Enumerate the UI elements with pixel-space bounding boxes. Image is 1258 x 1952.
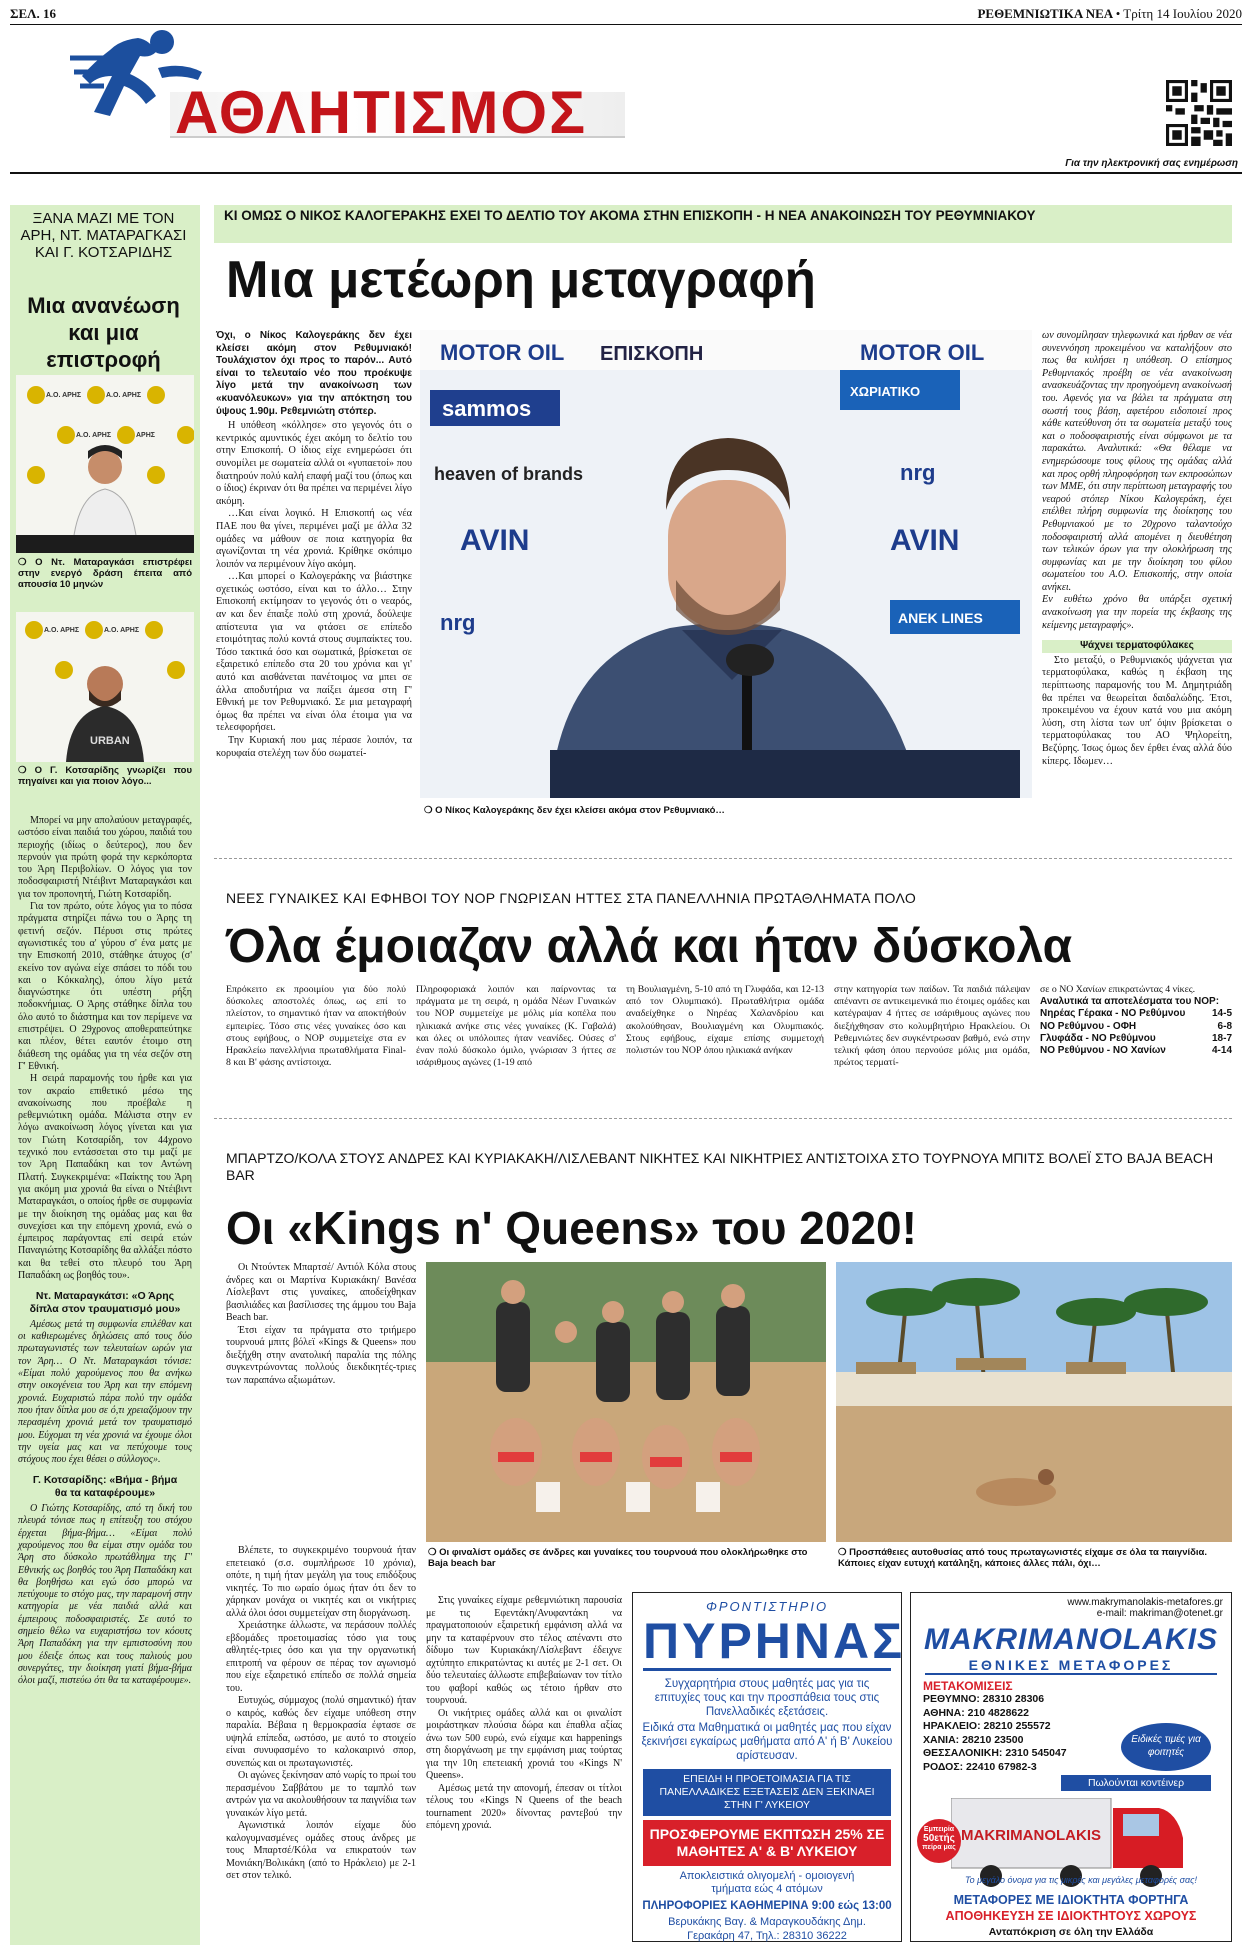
phone-city: ΡΕΘΥΜΝΟ: bbox=[923, 1693, 983, 1705]
story2-results-title: Αναλυτικά τα αποτελέσματα του ΝΟΡ: bbox=[1040, 996, 1220, 1008]
sidebar-photo-matarangasi bbox=[16, 375, 194, 553]
story3-paragraph: Στις γυναίκες είχαμε ρεθεμνιώτικη παρουσία με τις Εφεντάκη/Ανυφαντάκη να πραγματοποιούν εξαιρετική εμφάνιση αλλά να μην τα καταφέρνουν στο τέλος απέναντι στο δίδυμο των Κυριακάκη/Λίσλεβαντ έδειχνε αχτύπητο επικρατώντας κι αυτές με 2-1 σετ. Οι δύο τελευταίες άλλωστε επιβεβαίωναν τον τίτλο του φαβορί καθώς ως τέτοιο ήρθαν στο τουρνουά. bbox=[426, 1595, 622, 1706]
sidebar-paragraph: Αμέσως μετά τη συμφωνία επιλέθαν και οι καθιερωμένες δηλώσεις από τους δύο πρωταγωνιστές των τελευταίων ωρών για τον Άρη… Ο Ντ. Ματαραγκάσι τόνισε: «Είμαι πολύ χαρούμενος που θα ανήκω στην οικογένεια του Άρη και την επόμενη χρονιά. Ευχαριστώ πάρα πολύ την ομάδα που ήταν δίπλα μου σε ό,τι χρειαζόμουν την περασμένη χρονιά μετά τον τραυματισμό μου. Εύχομαι τη νέα χρονιά να έχουμε όλοι την υγεία μας και να πετύχουμε τους στόχους που έχει θέσει ο σύλλογος». bbox=[18, 1318, 192, 1466]
story3-paragraph: Βλέπετε, το συγκεκριμένο τουρνουά ήταν επετειακό (σ.σ. συμπλήρωσε 10 χρόνια), οπότε, η τιμή ήταν μεγάλη για τους επιδόξους νικητές. Το πιο ωραίο όμως ήταν ότι δεν το χάρηκαν μονάχα οι νικητές και οι νικήτριες αλλά όλοι όσοι συμμετείχαν στη διοργάνωση. bbox=[226, 1545, 416, 1619]
phone-row bbox=[923, 1747, 1093, 1761]
phone-city: ΗΡΑΚΛΕΙΟ: bbox=[923, 1720, 984, 1732]
ad-pyrinas-brand: ΠΥΡΗΝΑΣ bbox=[643, 1613, 906, 1669]
svg-text:nrg: nrg bbox=[440, 610, 476, 635]
sidebar-photo-kotsaridis bbox=[16, 612, 194, 762]
separator bbox=[214, 858, 1232, 859]
svg-text:Α.Ο. ΑΡΗΣ: Α.Ο. ΑΡΗΣ bbox=[106, 392, 142, 399]
ad-pyrinas-text-2: Ειδικά στα Μαθηματικά οι μαθητές μας που είχαν ξεκινήσει εγκαίρως μαθήματα από Α' ή Β' Λυκείου αρίστευσαν. bbox=[641, 1722, 893, 1762]
story1-subhead: Ψάχνει τερματοφύλακες bbox=[1042, 640, 1232, 653]
story3-paragraph: Αμέσως μετά την απονομή, έπεσαν οι τίτλοι τέλους του «Kings N Queens of the beach tournament 2020» δίνοντας ραντεβού την επόμενη χρονιά. bbox=[426, 1782, 622, 1831]
sidebar-paragraph: Ο Γιώτης Κοτσαρίδης, από τη δική του πλευρά τόνισε πως η επίτευξη του στόχου έρχεται βήμα-βήμα… «Είμαι πολύ χαρούμενος που θα είμαι στην ομάδα του Άρη στο δύσκολο πρωτάθλημα της Γ' Εθνικής ως βοηθός του Άρη Παπαδάκη και θα βοηθήσω και εγώ όσο μπορώ να πετύχουμε το στόχο μας, την παραμονή στην κατηγορία με νέα παιδιά αλλά και έμπειρους ποδοσφαιριστές. Σε αυτό το σημείο θέλω να ευχαριστήσω τον κόουτς Άρη Παπαδάκη για την εμπιστοσύνη που μου έδειξε όπως και τους παλιούς μου συνεργάτες, την διοίκηση γιατί βήμα-βήμα όλοι μαζί, πιστεύω ότι θα τα καταφέρουμε». bbox=[18, 1503, 192, 1687]
press-conference-backdrop-icon bbox=[420, 330, 1032, 798]
ad-pyrinas-names: Βερυκάκης Βαγ. & Μαραγκουδάκης Δημ. bbox=[668, 1916, 866, 1928]
paper-date: • Τρίτη 14 Ιουλίου 2020 bbox=[1115, 6, 1242, 21]
ad-makri-feature-1: ΜΕΤΑΦΟΡΕΣ ΜΕ ΙΔΙΟΚΤΗΤΑ ΦΟΡΤΗΓΑ bbox=[953, 1893, 1189, 1907]
svg-text:MOTOR OIL: MOTOR OIL bbox=[860, 340, 985, 365]
story2-col2: Πληροφοριακά λοιπόν και παίρνοντας τα πράγματα με τη σειρά, η ομάδα Νέων Γυναικών του ΝΟΡ συμμετείχε με μόλις μία κοπέλα που ηλικιακά ανήκε στις νέες γυναίκες (Κ. Γαβαλά) και όλες οι υπόλοιπες ήταν νεανίδες. Ούσες σ' έναν πολύ δύσκολο όμιλο, γνώρισαν 3 ήττες σε ισάριθμους αγώνες (1-19 από bbox=[416, 984, 616, 1069]
story2-col1: Επρόκειτο εκ προοιμίου για δύο πολύ δύσκολες αποστολές όπως, ως επί το πλείστον, το σημαντικό ήταν να αποκτήθούν εμπειρίες. Τόσο στις νέες γυναίκες όσο και στους εφήβους, ο ΝΟΡ συμμετείχε στα εν Ηρακλείω πανελλήνια πρωταθλήματα Final-8 και Β' φάσης αντίστοιχα. bbox=[226, 984, 406, 1069]
qr-note: Για την ηλεκτρονική σας ενημέρωση bbox=[1065, 158, 1238, 169]
beach-volley-podium-icon bbox=[426, 1262, 826, 1542]
ad-makri-badge: Ειδικές τιμές για φοιτητές bbox=[1121, 1723, 1211, 1771]
ad-pyrinas-text-1: Συγχαρητήρια στους μαθητές μας για τις επιτυχίες τους και την προσπάθεια τους στις Πανελλαδικές εξετάσεις. bbox=[654, 1678, 880, 1718]
story2-title: Όλα έμοιαζαν αλλά και ήταν δύσκολα bbox=[226, 920, 1073, 973]
phone-number: 28210 255572 bbox=[983, 1720, 1051, 1732]
sidebar-title: Μια ανανέωση και μια επιστροφή bbox=[27, 293, 180, 372]
aris-board-pattern-icon bbox=[16, 375, 194, 553]
svg-text:AVIN: AVIN bbox=[890, 524, 960, 557]
ad-makri-email: e-mail: makriman@otenet.gr bbox=[1096, 1608, 1223, 1619]
phone-row bbox=[923, 1707, 1093, 1721]
ad-makri-containers: Πωλούνται κοντέινερ bbox=[1061, 1775, 1211, 1791]
svg-text:ΑΡΗΣ: ΑΡΗΣ bbox=[136, 432, 155, 439]
result-row bbox=[1040, 1033, 1232, 1045]
phone-city: ΧΑΝΙΑ: bbox=[923, 1733, 963, 1746]
phone-row bbox=[923, 1720, 1093, 1734]
story1-photo-caption: ❍ Ο Νίκος Καλογεράκης δεν έχει κλείσει ακόμα στον Ρεθυμνιακό… bbox=[424, 805, 725, 816]
sidebar-subhead-2: Γ. Κοτσαρίδης: «Βήμα - βήμα θα τα καταφέρουμε» bbox=[32, 1474, 178, 1499]
svg-text:Α.Ο. ΑΡΗΣ: Α.Ο. ΑΡΗΣ bbox=[76, 432, 112, 439]
svg-text:ANEK LINES: ANEK LINES bbox=[898, 610, 983, 626]
story1-kicker: ΚΙ ΟΜΩΣ Ο ΝΙΚΟΣ ΚΑΛΟΓΕΡΑΚΗΣ ΕΧΕΙ ΤΟ ΔΕΛΤΙΟ ΤΟΥ ΑΚΟΜΑ ΣΤΗΝ ΕΠΙΣΚΟΠΗ - Η ΝΕΑ ΑΝΑΚΟΙΝΩΣΗ ΤΟΥ ΡΕΘΥΜΝΙΑΚΟΥ bbox=[214, 205, 1232, 243]
aris-board-pattern-icon bbox=[16, 612, 194, 762]
sidebar-paragraph: Η σειρά παραμονής του ήρθε και για τον ακραίο επιθετικό μέσω της ανακοίνωσης που προέβαλε η ρεθεμνιώτικη ομάδα. Μάλιστα στην εν λόγω ανακοίνωση λόγος γίνεται και για τον Γιώτη Κοτσαρίδη, τον 44χρονο τεχνικό που εντάσσεται στο τιμ μαζί με τον Άρη Παπαδάκη και τον Αντώνη Πλατή. Συγκεκριμένα: «Παίκτης του Άρη για ακόμη μια χρονιά θα είναι ο Ντέιβιντ Ματαραγκάσι, ο οποίος ήρθε σε συμφωνία με την διοίκηση της ομάδας μας και θα συνεχίσει και την επόμενη χρονιά, ενώ ο έμπειρος παράγοντας επί σειρά ετών Παναγιώτης Κοτσαρίδης θα αλλάξει πόστο και θα τεθεί στο πλευρό του Άρη Παπαδάκη ως βοηθός του». bbox=[18, 1073, 192, 1281]
ad-pyrinas bbox=[632, 1592, 906, 1942]
story3-photo-action bbox=[836, 1262, 1232, 1542]
ad-pyrinas-info: ΠΛΗΡΟΦΟΡΙΕΣ ΚΑΘΗΜΕΡΙΝΑ 9:00 εώς 13:00 bbox=[642, 1900, 892, 1912]
sidebar-caption-2: ❍ Ο Γ. Κοτσαρίδης γνωρίζει που πηγαίνει και για ποιον λόγο... bbox=[18, 765, 192, 787]
story2-col3: τη Βουλιαγμένη, 5-10 από τη Γλυφάδα, και 12-13 από τον Ολυμπιακό). Πρωταθλήτρια ομάδα αναδείχθηκε ο Νηρέας Χαλανδρίου και ακολούθησαν, Βουλιαγμένη και Ολυμπιακός. Στους εφήβους, είχαμε επίσης συμμετοχή πολιστών του ΝΟΡ όπου ηλικιακά ανήκαν bbox=[626, 984, 824, 1057]
phone-city: ΡΟΔΟΣ: bbox=[923, 1760, 967, 1773]
svg-text:AVIN: AVIN bbox=[460, 524, 530, 557]
story3-photo-finalists bbox=[426, 1262, 826, 1542]
result-match: Γλυφάδα - ΝΟ Ρεθύμνου bbox=[1040, 1032, 1156, 1044]
ad-pyrinas-address: Γερακάρη 47, Τηλ.: 28310 36222 bbox=[687, 1930, 847, 1942]
story3-caption-2: ❍ Προσπάθειες αυτοθυσίας από τους πρωταγωνιστές είχαμε σε όλα τα παιγνίδια. Κάποιες είχαν ευτυχή κατάληξη, κάποιες άλλες πάλι, όχι… bbox=[838, 1547, 1207, 1569]
story2-results-list bbox=[1040, 1008, 1232, 1057]
story1-paragraph: …Και μπορεί ο Καλογεράκης να βιάστηκε σχετικώς ωστόσο, είναι και το άλλο… Στην Επισκοπή εκτίμησαν το γεγονός ότι ο νεαρός, αν και δεν έπαιξε πολύ στη χρονιά, δούλεψε απίστευτα για να φτάσει σε επίπεδο ετοιμότητας πολύ κοντά στους συμπαίκτες του. Τόσο τακτικά όσο και σωματικά, βρίσκεται σε εξαιρετικό επίπεδο στα 20 του χρόνια και γι' αυτό και αισθάνεται πανέτοιμος να μπει σε άλλα αποδυτήρια να παίξει άμεσα στη Γ' Εθνική με τον Ρεθυμνιακό. Σε μια μεταγραφή όμως θα πρέπει να είναι όλα έτοιμα για να τελεσφορήσει. bbox=[216, 571, 412, 734]
sidebar-subhead-1: Ντ. Ματαραγκάτσι: «Ο Άρης δίπλα στον τραυματισμό μου» bbox=[29, 1290, 181, 1315]
header-bottom-rule bbox=[10, 172, 1242, 174]
sidebar-caption-1: ❍ Ο Ντ. Ματαραγκάσι επιστρέφει στην ενεργό δράση έπειτα από απουσία 10 μηνών bbox=[18, 557, 192, 590]
story1-left-column bbox=[216, 330, 412, 760]
qr-code-icon bbox=[1166, 80, 1232, 146]
result-score: 14-5 bbox=[1211, 1008, 1232, 1020]
story3-col1b bbox=[226, 1545, 416, 1883]
ad-pyrinas-kicker: ΦΡΟΝΤΙΣΤΗΡΙΟ bbox=[705, 1599, 829, 1614]
story3-paragraph: Οι Ντούντεκ Μπαρτσέ/ Αντιόλ Κόλα στους άνδρες και οι Μαρτίνα Κυριακάκη/ Βανέσα Λίσλεβαντ στις γυναίκες, αποδείχθηκαν βασιλιάδες και βασίλισσες της άμμου του Baja Beach bar. bbox=[226, 1262, 416, 1323]
story3-col2 bbox=[426, 1595, 622, 1833]
ad-makri-phones bbox=[923, 1693, 1093, 1774]
sidebar-paragraph: Μπορεί να μην απολαύουν μεταγραφές, ωστόσο είναι παιδιά του χώρου, παιδιά του περιοχής (ιδίως ο δεύτερος), που δεν περνούν για πρώτη φορά την κερκόπορτα του Άρη Περιβολίων. Ο λόγος για τον ποδοσφαιριστή Ντέιβιντ Ματαραγκάσι και για τον προπονητή, Γιώτη Κοτσαρίδη. bbox=[18, 815, 192, 900]
story3-paragraph: Χρειάστηκε άλλωστε, να περάσουν πολλές εβδομάδες προετοιμασίας τόσο για τους αθλητές-τριες όσο και για την οργανωτική επιτροπή να φέρουν σε πέρας τον αγωνισμό που είχε εξαιρετικό επίπεδο σε πολλά σημεία του. bbox=[226, 1620, 416, 1694]
story3-kicker: ΜΠΑΡΤΖΟ/ΚΟΛΑ ΣΤΟΥΣ ΑΝΔΡΕΣ ΚΑΙ ΚΥΡΙΑΚΑΚΗ/ΛΙΣΛΕΒΑΝΤ ΝΙΚΗΤΕΣ ΚΑΙ ΝΙΚΗΤΡΙΕΣ ΑΝΤΙΣΤΟΙΧΑ ΣΤΟ ΤΟΥΡΝΟΥΑ ΜΠΙΤΣ ΒΟΛΕΪ ΣΤΟ BAJA BEACH BAR bbox=[226, 1150, 1214, 1183]
phone-number: 210 4828622 bbox=[967, 1706, 1029, 1719]
story1-right-column bbox=[1042, 330, 1232, 768]
ad-pyrinas-text-5: Αποκλειστικά ολιγομελή - ομοιογενή τμήματα εώς 4 ατόμων bbox=[679, 1870, 855, 1895]
ad-makri-exp-3: πείρα μας bbox=[922, 1844, 956, 1851]
ad-makri-feature-2: ΑΠΟΘΗΚΕΥΣΗ ΣΕ ΙΔΙΟΚΤΗΤΟΥΣ ΧΩΡΟΥΣ bbox=[945, 1909, 1197, 1923]
sidebar-body bbox=[18, 815, 192, 1687]
story2-col5-text: σε ο ΝΟ Χανίων επικρατώντας 4 νίκες. bbox=[1040, 984, 1196, 995]
ad-makri-feature-3: Ανταπόκριση σε όλη την Ελλάδα bbox=[988, 1926, 1154, 1938]
svg-text:Α.Ο. ΑΡΗΣ: Α.Ο. ΑΡΗΣ bbox=[44, 627, 80, 634]
phone-city: ΘΕΣΣΑΛΟΝΙΚΗ: bbox=[923, 1747, 1006, 1759]
phone-number: 22410 67982-3 bbox=[966, 1760, 1037, 1773]
story1-paragraph: Η υπόθεση «κόλλησε» στο γεγονός ότι ο κεντρικός αμυντικός έχει ακόμη το δελτίο του στην Επισκοπή. Ο ίδιος είχε ενημερώσει ότι συνομίλει με σωματεία αλλά οι «γυπαετοί» που διατηρούν πολύ καλή επαφή μαζί του (όπως και ο ίδιος) έκριναν ότι θα πρέπει να περιμένει λίγο ακόμη. bbox=[216, 420, 412, 507]
result-row bbox=[1040, 1045, 1232, 1057]
story1-right-paragraph: Στο μεταξύ, ο Ρεθυμνιακός ψάχνεται για τερματοφύλακα, καθώς η έκβαση της περίπτωσης παραμονής του Μ. Δημητριάδη θα πρέπει να θεωρείται δαιδαλώδης. Έτσι, προκειμένου να έχουν κατά νου μια ακόμη λύση, στη λίστα των υπ' όψιν βρίσκεται ο τερματοφύλακας του ΑΟ Ψηλορείτη, Βεζύρης. Ίσως όμως δεν έρθει ένας αλλά δύο κίπερς. Ιδωμεν… bbox=[1042, 654, 1232, 767]
ad-makri-slogan: Το μεγάλο όνομα για τις μικρές και μεγάλες μεταφορές σας! bbox=[965, 1875, 1198, 1885]
svg-text:Α.Ο. ΑΡΗΣ: Α.Ο. ΑΡΗΣ bbox=[46, 392, 82, 399]
svg-text:ΧΩΡΙΑΤΙΚΟ: ΧΩΡΙΑΤΙΚΟ bbox=[850, 384, 921, 399]
header-rule bbox=[10, 24, 1242, 25]
result-score: 6-8 bbox=[1217, 1020, 1232, 1032]
story3-paragraph: Ευτυχώς, σύμμαχος (πολύ σημαντικό) ήταν ο καιρός, καθώς δεν είχαμε υπόθεση στην παραλία. Βέβαια η θερμοκρασία έφτασε σε υψηλά επίπεδα, ωστόσο, με αυτό το στοιχείο είναι συνυφασμένο το καλοκαιρινό σπορ, συνεπώς και οι πρωταγωνιστές. bbox=[226, 1695, 416, 1769]
svg-text:heaven of brands: heaven of brands bbox=[434, 464, 584, 484]
separator bbox=[214, 1118, 1232, 1119]
svg-text:URBAN: URBAN bbox=[90, 735, 130, 747]
result-score: 4-14 bbox=[1211, 1045, 1232, 1057]
ad-makri-experience-badge bbox=[917, 1819, 961, 1863]
svg-text:MAKRIMANOLAKIS: MAKRIMANOLAKIS bbox=[961, 1827, 1101, 1844]
story3-paragraph: Αγωνιστικά λοιπόν είχαμε δύο καλογυμνασμένες ομάδες στους άνδρες με τους Μπαρτσέ/Κόλα να επικρατούν των Μονιάκη/Βολικάκη (από το Ηράκλειο) με 2-1 σετ στον τελικό. bbox=[226, 1820, 416, 1881]
story3-paragraph: Οι αγώνες ξεκίνησαν από νωρίς το πρωί του περασμένου Σαββάτου με το ταμπλό των αντρών για να ακολουθήσουν τα παιγνίδια των γυναικών λίγο μετά. bbox=[226, 1770, 416, 1819]
paper-masthead bbox=[977, 6, 1242, 22]
phone-row bbox=[923, 1734, 1093, 1748]
sidebar-paragraph: Για τον πρώτο, ούτε λόγος για το πόσα πράγματα στηρίζει πάνω του ο Άρης τη φετινή σεζόν. Πέρυσι στις πρώτες αγωνιστικές του α' γύρου σ' ένα ματς με την Επισκοπή 2010, στάθηκε άτυχος (σ' εκείνο τον αγώνα είχε σπάσει το πόδι του και ο Κόκκαλης), όπου λίγο μετά διαγνώστηκε ότι υπέστη ρήξη ποδοκνήμιας. Ο Άρης στάθηκε δίπλα του όλο αυτό το διάστημα και τον περίμενε να επιστρέψει. Ο 29χρονος αποθεραπεύτηκε και πλέον, θέτει εαυτόν έτοιμο στη διάθεση της ομάδας για τη νέα σεζόν στη Γ' Εθνική. bbox=[18, 901, 192, 1072]
svg-text:nrg: nrg bbox=[900, 460, 936, 485]
phone-number: 28210 23500 bbox=[962, 1733, 1024, 1746]
story3-paragraph: Έτσι είχαν τα πράγματα στο τριήμερο τουρνουά μπιτς βόλεϊ «Kings & Queens» που διεξήχθη στην ανατολική παραλία της πόλης συγκεντρώνοντας πολλούς διεκδικητές-τριες των παραπάνω αξιωμάτων. bbox=[226, 1324, 416, 1386]
section-title: ΑΘΛΗΤΙΣΜΟΣ bbox=[175, 79, 588, 146]
result-match: ΝΟ Ρεθύμνου - ΝΟ Χανίων bbox=[1040, 1045, 1166, 1057]
page-number: ΣΕΛ. 16 bbox=[10, 6, 56, 21]
story2-kicker: ΝΕΕΣ ΓΥΝΑΙΚΕΣ ΚΑΙ ΕΦΗΒΟΙ ΤΟΥ ΝΟΡ ΓΝΩΡΙΣΑΝ ΗΤΤΕΣ ΣΤΑ ΠΑΝΕΛΛΗΝΙΑ ΠΡΩΤΑΘΛΗΜΑΤΑ ΠΟΛΟ bbox=[226, 890, 917, 906]
svg-text:sammos: sammos bbox=[442, 396, 532, 421]
svg-text:ΕΠΙΣΚΟΠΗ: ΕΠΙΣΚΟΠΗ bbox=[600, 343, 704, 365]
phone-number: 28310 28306 bbox=[982, 1693, 1045, 1705]
ad-makri-exp-1: Εμπειρία bbox=[923, 1826, 955, 1833]
story2-col5 bbox=[1040, 984, 1232, 1057]
story3-col1 bbox=[226, 1262, 416, 1387]
result-match: Νηρέας Γέρακα - ΝΟ Ρεθύμνου bbox=[1040, 1008, 1186, 1020]
beach-bar-palm-trees-icon bbox=[836, 1262, 1232, 1542]
story3-title: Οι «Kings n' Queens» του 2020! bbox=[226, 1202, 917, 1254]
ad-makri-label: ΜΕΤΑΚΟΜΙΣΕΙΣ bbox=[923, 1679, 1013, 1693]
story3-caption-1: ❍ Οι φιναλίστ ομάδες σε άνδρες και γυναίκες του τουρνουά που ολοκλήρωθηκε στο Baja beach bar bbox=[428, 1547, 808, 1569]
story2-col4: στην κατηγορία των παίδων. Τα παιδιά πάλεψαν απέναντι σε αντικειμενικά πιο έτοιμες ομάδες και κατέγραψαν 4 ήττες σε ισάριθμους αγώνες που διεξήχθησαν στο κολυμβητήριο Ηρακλείου. Οι Ρεθεμνιώτες δεν συγκέντρωσαν βαθμό, ενώ στην τελική φάση όπου περνούσε μόλις μια ομάδα, πρώτος τερματί- bbox=[834, 984, 1030, 1069]
story1-photo-kalogerakis bbox=[420, 330, 1032, 798]
sidebar-kicker: ΞΑΝΑ ΜΑΖΙ ΜΕ ΤΟΝ ΑΡΗ, ΝΤ. ΜΑΤΑΡΑΓΚΑΣΙ ΚΑΙ Γ. ΚΟΤΣΑΡΙΔΗΣ bbox=[20, 210, 187, 261]
svg-text:Α.Ο. ΑΡΗΣ: Α.Ο. ΑΡΗΣ bbox=[104, 627, 140, 634]
ad-pyrinas-offer: ΠΡΟΣΦΕΡΟΥΜΕ ΕΚΠΤΩΣΗ 25% ΣΕ ΜΑΘΗΤΕΣ Α' & Β' ΛΥΚΕΙΟΥ bbox=[643, 1820, 891, 1866]
result-match: ΝΟ Ρεθύμνου - ΟΦΗ bbox=[1040, 1020, 1137, 1032]
ad-makri-exp-2: 50ετής bbox=[923, 1833, 955, 1844]
ad-makri-web: www.makrymanolakis-metafores.gr bbox=[1067, 1597, 1223, 1608]
story1-right-paragraph: Εν ευθέτω χρόνο θα υπάρξει σχετική ανακοίνωση για την πορεία της έκβασης της κείμενης μεταγραφής». bbox=[1042, 594, 1232, 631]
ad-pyrinas-text-3: ΕΠΕΙΔΗ Η ΠΡΟΕΤΟΙΜΑΣΙΑ ΓΙΑ ΤΙΣ ΠΑΝΕΛΛΑΔΙΚΕΣ ΕΞΕΤΑΣΕΙΣ ΔΕΝ ΞΕΚΙΝΑΕΙ ΣΤΗΝ Γ' ΛΥΚΕΙΟΥ bbox=[643, 1769, 891, 1816]
phone-number: 2310 545047 bbox=[1005, 1747, 1067, 1759]
ad-makri-sub: ΕΘΝΙΚΕΣ ΜΕΤΑΦΟΡΕΣ bbox=[925, 1657, 1217, 1675]
svg-text:MOTOR OIL: MOTOR OIL bbox=[440, 340, 565, 365]
phone-row bbox=[923, 1693, 1093, 1707]
paper-name: ΡΕΘΕΜΝΙΩΤΙΚΑ ΝΕΑ bbox=[977, 6, 1113, 21]
ad-makrimanolakis bbox=[910, 1592, 1232, 1942]
story1-paragraph: Την Κυριακή που μας πέρασε λοιπόν, τα κορυφαία στελέχη των δύο σωματεί- bbox=[216, 735, 412, 759]
result-row bbox=[1040, 1008, 1232, 1020]
ad-makri-brand: MAKRIMANOLAKIS bbox=[924, 1623, 1218, 1656]
story1-paragraph: …Και είναι λογικό. Η Επισκοπή ως νέα ΠΑΕ που θα γίνει, περιμένει μαζί με άλλα 32 ομάδες να μάθουν σε ποια κατηγορία θα αγωνίζονται τη νέα χρονιά. Κρίθηκε σκόπιμο λοιπόν να περιμένουν λίγο ακόμη. bbox=[216, 508, 412, 570]
story1-lead: Όχι, ο Νίκος Καλογεράκης δεν έχει κλείσει ακόμη στον Ρεθυμνιακό! Τουλάχιστον όχι προς το παρόν... Αυτό είναι το τελευταίο νέο που προέκυψε λίγο μετά την ανακοίνωση των «κυανόλευκων» για την απόκτηση του ύψους 1.90μ. Ρεθεμνιώτη στόπερ. bbox=[216, 330, 412, 417]
story3-paragraph: Οι νικήτριες ομάδες αλλά και οι φιναλίστ μοιράστηκαν πλούσια δώρα και έπαθλα αξίας άνω των 500 ευρώ, ενώ είχαμε και happenings στη διοργάνωση με την εμφάνιση μιας τούρτας για την 10η επετειακή χρονιά του «Kings N' Queens». bbox=[426, 1707, 622, 1781]
result-row bbox=[1040, 1021, 1232, 1033]
story1-right-paragraph: ων συνομίλησαν τηλεφωνικά και ήρθαν σε νέα συνεννόηση προκειμένου να καταλήξουν στο πως θα κυλήσει η υπόθεση. Ο επίσημος Ρεθυμνιακός προέβη σε νέα ανακοίνωση ανασκευάζοντας την προηγούμενη ανακοίνωσή του. Αφενός για να βάλει τα πράγματα στη σωστή τους βάση, αφετέρου ειδοποιεί προς κάθε κατεύθυνση ότι τα σωματεία μεταξύ τους και ο ποδοσφαιριστής είναι σύμφωνοι με τα παρακάτω. Αναλυτικά: «Θα θέλαμε να ενημερώσουμε τους φίλους της ομάδας αλλά και προς ορθή πληροφόρηση των εκπροσώπων των ΜΜΕ, ότι στην περίπτωση μεταγραφής του νεαρού στόπερ Νίκου Καλογεράκη, έχει επέλθει πλήρη συμφωνία της διοίκησης του Ρεθυμνιακού με το 20χρονο ταλαντούχο ποδοσφαιριστή αλλά απομένει η διευθέτηση των τελικών όρων για την ολοκλήρωση της συμφωνίας και με την διοίκηση του φίλου σωματείου του Α.Ο. Επισκοπής, στην οποία ανήκει. bbox=[1042, 330, 1232, 593]
phone-city: ΑΘΗΝΑ: bbox=[923, 1706, 968, 1719]
result-score: 18-7 bbox=[1211, 1032, 1232, 1044]
phone-row bbox=[923, 1761, 1093, 1775]
story1-title: Μια μετέωρη μεταγραφή bbox=[226, 251, 816, 309]
